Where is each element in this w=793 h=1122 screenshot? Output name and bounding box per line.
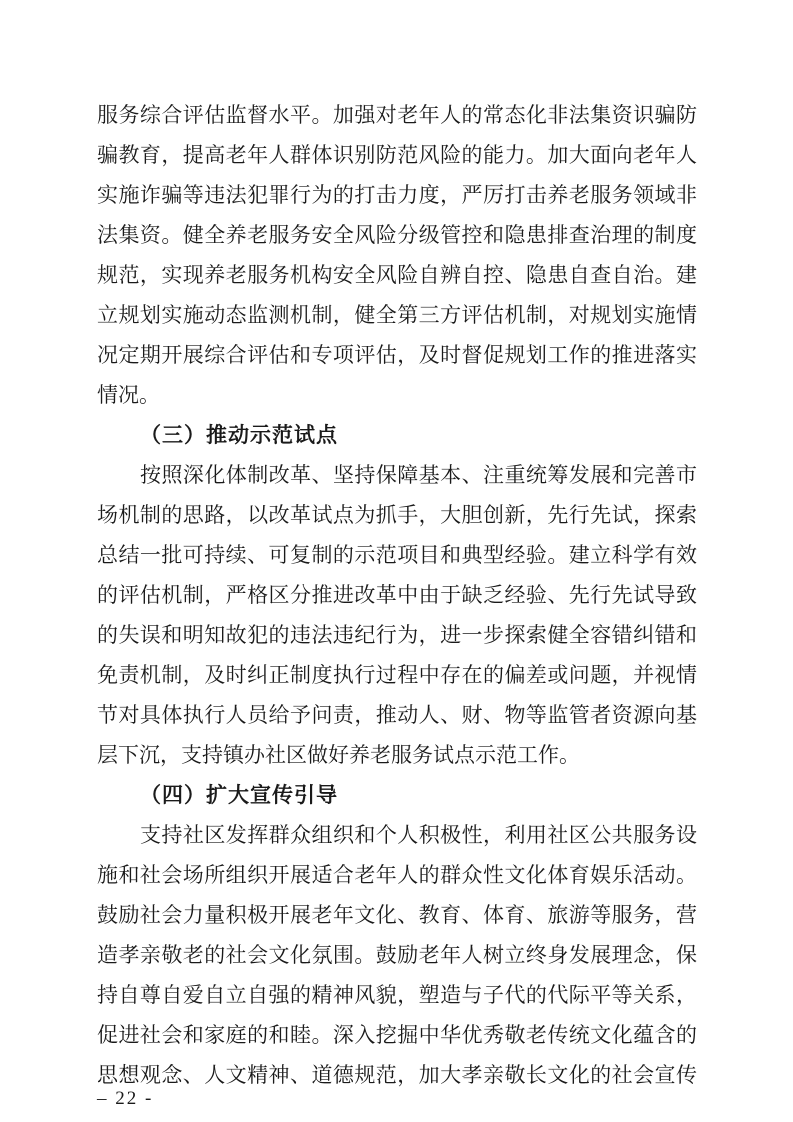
paragraph-2-line: 场机制的思路，以改革试点为抓手，大胆创新，先行先试，探索 <box>97 503 697 527</box>
paragraph-1-line: 情况。 <box>97 383 160 407</box>
paragraph-1-line: 骗教育，提高老年人群体识别防范风险的能力。加大面向老年人 <box>97 143 697 167</box>
paragraph-3-line: 支持社区发挥群众组织和个人积极性，利用社区公共服务设 <box>140 823 697 847</box>
page-number: – 22 - <box>97 1088 154 1109</box>
paragraph-3-line: 鼓励社会力量积极开展老年文化、教育、体育、旅游等服务，营 <box>97 903 697 927</box>
paragraph-3-line: 持自尊自爱自立自强的精神风貌，塑造与子代的代际平等关系， <box>97 983 697 1007</box>
paragraph-1-line: 实施诈骗等违法犯罪行为的打击力度，严厉打击养老服务领域非 <box>97 183 697 207</box>
paragraph-2-line: 总结一批可持续、可复制的示范项目和典型经验。建立科学有效 <box>97 543 697 567</box>
paragraph-3-line: 造孝亲敬老的社会文化氛围。鼓励老年人树立终身发展理念，保 <box>97 943 697 967</box>
paragraph-2-line: 按照深化体制改革、坚持保障基本、注重统筹发展和完善市 <box>140 463 697 487</box>
paragraph-2-line: 层下沉，支持镇办社区做好养老服务试点示范工作。 <box>97 743 580 767</box>
paragraph-1-line: 服务综合评估监督水平。加强对老年人的常态化非法集资识骗防 <box>97 103 697 127</box>
paragraph-1-line: 法集资。健全养老服务安全风险分级管控和隐患排查治理的制度 <box>97 223 697 247</box>
paragraph-1-line: 规范，实现养老服务机构安全风险自辨自控、隐患自查自治。建 <box>97 263 697 287</box>
section-4-heading: （四）扩大宣传引导 <box>140 783 338 807</box>
paragraph-2-line: 的失误和明知故犯的违法违纪行为，进一步探索健全容错纠错和 <box>97 623 697 647</box>
paragraph-2-line: 的评估机制，严格区分推进改革中由于缺乏经验、先行先试导致 <box>97 583 697 607</box>
paragraph-1-line: 况定期开展综合评估和专项评估，及时督促规划工作的推进落实 <box>97 343 697 367</box>
paragraph-3-line: 施和社会场所组织开展适合老年人的群众性文化体育娱乐活动。 <box>97 863 697 887</box>
paragraph-3-line: 促进社会和家庭的和睦。深入挖掘中华优秀敬老传统文化蕴含的 <box>97 1023 697 1047</box>
paragraph-2-line: 节对具体执行人员给予问责，推动人、财、物等监管者资源向基 <box>97 703 697 727</box>
paragraph-2-line: 免责机制，及时纠正制度执行过程中存在的偏差或问题，并视情 <box>97 663 697 687</box>
paragraph-1-line: 立规划实施动态监测机制，健全第三方评估机制，对规划实施情 <box>97 303 697 327</box>
paragraph-3-line: 思想观念、人文精神、道德规范，加大孝亲敬长文化的社会宣传 <box>97 1063 697 1087</box>
section-3-heading: （三）推动示范试点 <box>140 423 338 447</box>
